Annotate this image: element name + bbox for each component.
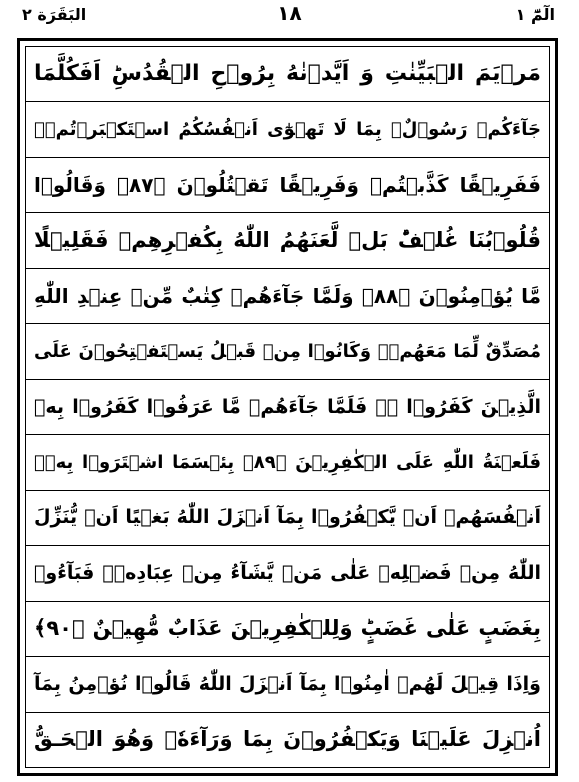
text-line <box>26 435 549 490</box>
surah-name-label: البَقَرَة ٢ <box>22 5 87 24</box>
line-text: مُصَدِّقٌ لِّمَا مَعَهُمۡۙ وَكَانُوۡا مِنۡ قَبۡلُ يَسۡتَفۡتِحُوۡنَ عَلَى <box>34 340 541 362</box>
line-text: اَنۡفُسَهُمۡ اَنۡ يَّكۡفُرُوۡا بِمَآ اَنۡزَلَ اللّٰهُ بَغۡيًا اَنۡ يُّنَزِّلَ <box>34 506 541 529</box>
text-line <box>26 213 549 268</box>
line-text: قُلُوۡبُنَا غُلۡفٌ‌ؕ بَلۡ لَّعَنَهُمُ اللّٰهُ بِكُفۡرِهِمۡ فَقَلِيۡلًا <box>34 228 541 253</box>
text-line <box>26 602 549 657</box>
page-border <box>17 38 558 776</box>
text-line <box>26 158 549 213</box>
page-header <box>0 0 579 34</box>
text-line <box>26 269 549 324</box>
page-number: ١٨ <box>277 1 302 25</box>
line-text: بِغَضَبٍ عَلٰى غَضَبٍ‌ؕ وَلِلۡكٰفِرِيۡنَ عَذَابٌ مُّهِيۡنٌ ﴿۹۰﴾ <box>34 616 541 641</box>
text-frame <box>25 46 550 768</box>
text-lines <box>26 47 549 767</box>
line-text: الَّذِيۡنَ كَفَرُوۡا ۖۚ فَلَمَّا جَآءَهُمۡ مَّا عَرَفُوۡا كَفَرُوۡا بِهٖ‌ <box>34 395 541 418</box>
line-text: فَفَرِيۡقًا كَذَّبۡتُمۡ وَفَرِيۡقًا تَقۡتُلُوۡنَ ﴿۸۷﴾ وَقَالُوۡا <box>34 173 541 198</box>
text-line <box>26 102 549 157</box>
text-line <box>26 491 549 546</box>
text-line <box>26 713 549 767</box>
line-text: وَاِذَا قِيۡلَ لَهُمۡ اٰمِنُوۡا بِمَآ اَنۡزَلَ اللّٰهُ قَالُوۡا نُؤۡمِنُ بِمَآ <box>34 672 541 695</box>
juz-label: الٓمّٓ ١ <box>515 5 555 24</box>
text-line <box>26 657 549 712</box>
line-text: اللّٰهُ مِنۡ فَضۡلِهٖ عَلٰى مَنۡ يَّشَآءُ مِنۡ عِبَادِهٖ‌ۚ فَبَآءُوۡ <box>34 561 541 584</box>
text-line <box>26 324 549 379</box>
line-text: جَآءَكُمۡ رَسُوۡلٌۢ بِمَا لَا تَهۡوٰٓى اَنۡفُسُكُمُ اسۡتَكۡبَرۡتُمۡ‌ۚ <box>34 118 541 140</box>
line-text: مَّا يُؤۡمِنُوۡنَ ﴿۸۸﴾ وَلَمَّا جَآءَهُمۡ كِتٰبٌ مِّنۡ عِنۡدِ اللّٰهِ <box>34 284 541 309</box>
line-text: فَلَعۡنَةُ اللّٰهِ عَلَى الۡكٰفِرِيۡنَ ﴿۸۹﴾ بِئۡسَمَا اشۡتَرَوۡا بِهٖۤ <box>34 451 541 473</box>
text-line <box>26 47 549 102</box>
text-line <box>26 546 549 601</box>
line-text: مَرۡيَمَ الۡبَيِّنٰتِ وَ اَيَّدۡنٰهُ بِرُوۡحِ الۡقُدُسِؕ اَفَكُلَّمَا <box>34 61 541 87</box>
line-text: اُنۡزِلَ عَلَيۡنَا وَيَكۡفُرُوۡنَ بِمَا وَرَآءَهٗ‌ۚ وَهُوَ الۡحَـقُّ <box>34 727 541 752</box>
text-line <box>26 380 549 435</box>
